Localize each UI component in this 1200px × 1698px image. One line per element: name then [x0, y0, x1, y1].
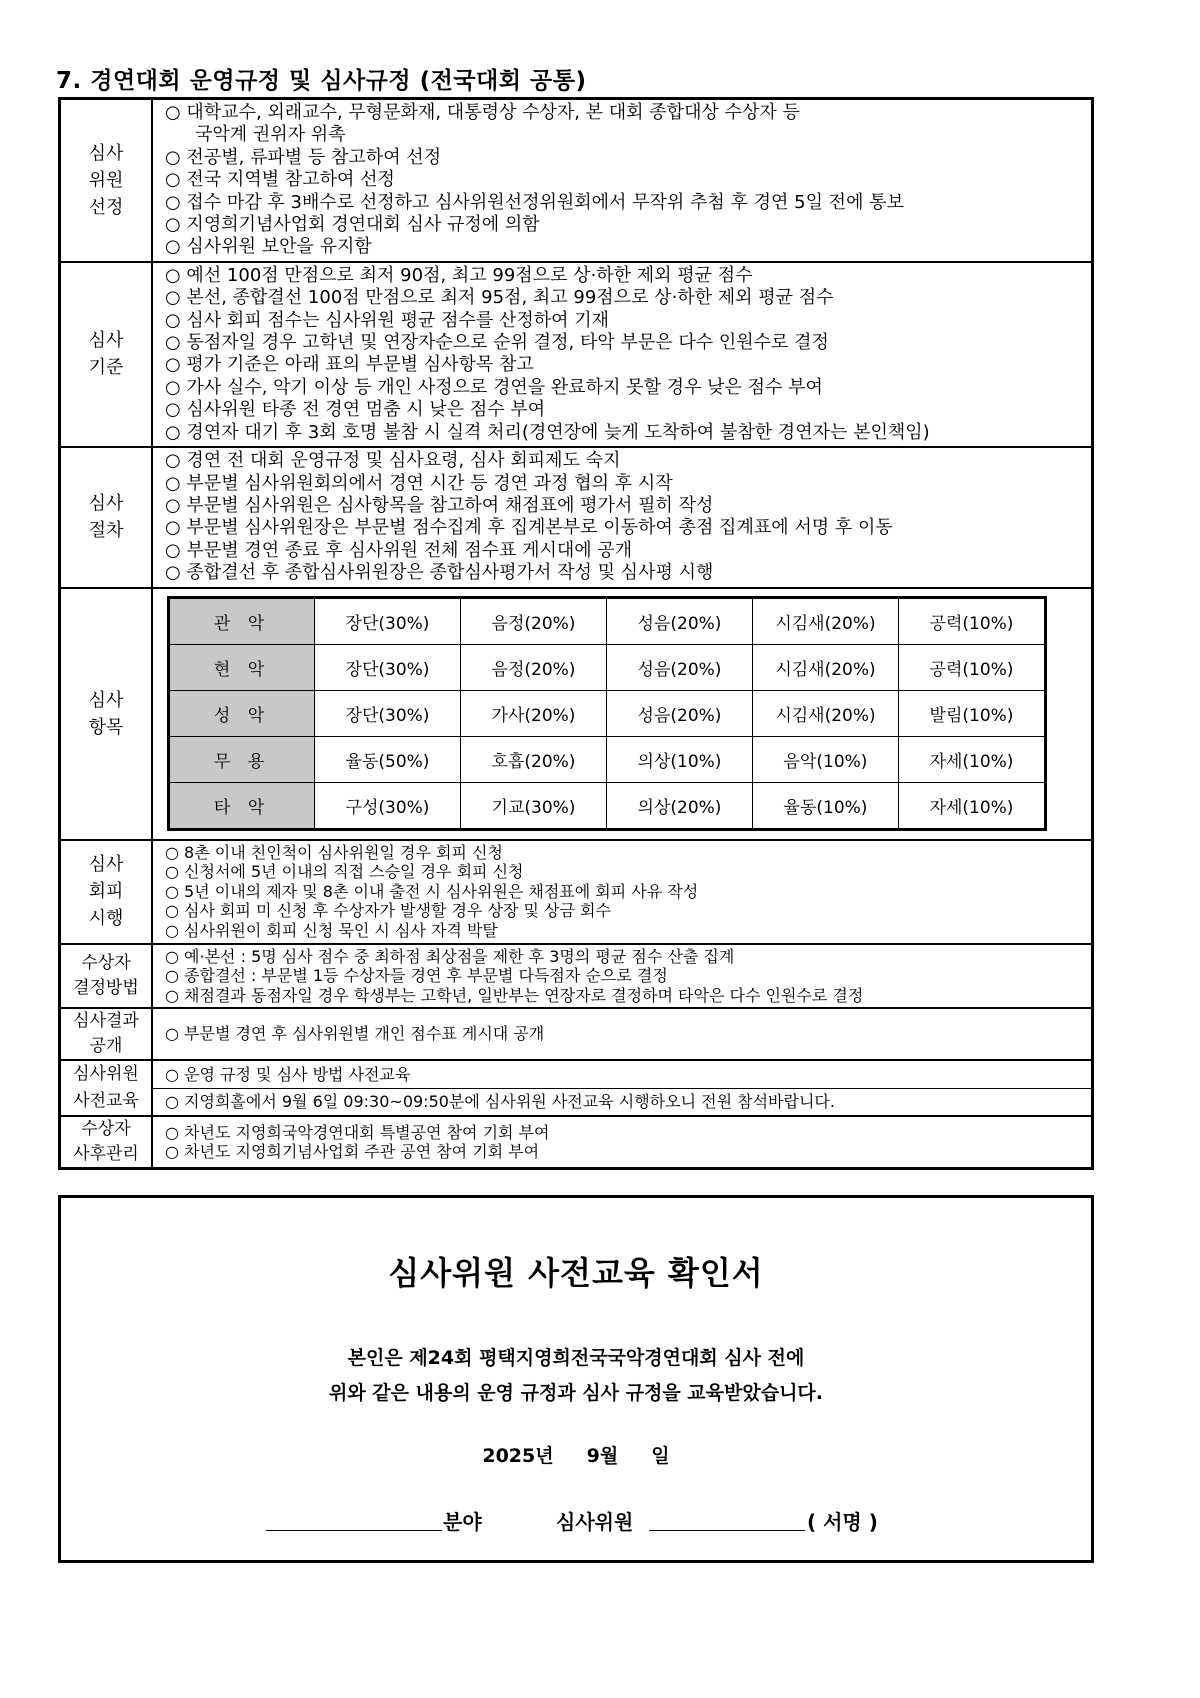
confirmation-line-1: 본인은 제24회 평택지영희전국국악경연대회 심사 전에	[347, 1347, 805, 1369]
list-item: ○ 종합결선 후 종합심사위원장은 종합심사평가서 작성 및 심사평 시행	[165, 562, 714, 584]
list-item: ○ 부문별 경연 후 심사위원별 개인 점수표 게시대 공개	[165, 1024, 545, 1044]
aftercare-row	[60, 1116, 1093, 1169]
field-label: 분야	[443, 1510, 482, 1534]
list-item: ○ 심사위원 보안을 유지함	[165, 236, 372, 258]
education-items	[152, 1060, 1093, 1116]
list-item: ○ 대학교수, 외래교수, 무형문화재, 대통령상 수상자, 본 대회 종합대상 수상자 등	[165, 102, 800, 123]
list-item: ○ 부문별 심사위원은 심사항목을 참고하여 채점표에 평가서 필히 작성	[165, 494, 714, 516]
list-item: ○ 8촌 이내 친인척이 심사위원일 경우 회피 신청	[165, 842, 503, 862]
awards-label: 수상자 결정방법	[60, 944, 153, 1009]
list-item: ○ 심사 회피 미 신청 후 수상자가 발생할 경우 상장 및 상금 회수	[165, 901, 611, 921]
list-item: ○ 가사 실수, 악기 이상 등 개인 사정으로 경연을 완료하지 못할 경우 낮은 점수 부여	[165, 376, 823, 398]
scoring-row	[60, 588, 1093, 840]
confirmation-title: 심사위원 사전교육 확인서	[388, 1254, 764, 1292]
category-cell: 관 악	[169, 597, 315, 644]
score-cell: 공력(10%)	[899, 644, 1046, 690]
list-item: ○ 본선, 종합결선 100점 만점으로 최저 95점, 최고 99점으로 상·하한 제외 평균 점수	[165, 287, 834, 309]
list-item: ○ 차년도 지영희국악경연대회 특별공연 참여 기회 부여	[165, 1122, 550, 1142]
category-cell: 성 악	[169, 690, 315, 736]
score-cell: 시김새(20%)	[753, 597, 899, 644]
list-item: ○ 심사위원 타종 전 경연 멈춤 시 낮은 점수 부여	[165, 399, 546, 421]
scoring-items	[152, 588, 1093, 840]
category-cell: 타 악	[169, 782, 315, 829]
score-cell: 구성(30%)	[315, 782, 461, 829]
list-item: ○ 차년도 지영희기념사업회 주관 공연 참여 기회 부여	[165, 1142, 540, 1162]
score-cell: 시김새(20%)	[753, 690, 899, 736]
procedure-items	[152, 447, 1093, 587]
list-item: ○ 전국 지역별 참고하여 선정	[165, 169, 395, 191]
criteria-row	[60, 262, 1093, 447]
list-item: ○ 예·본선 : 5명 심사 점수 중 최하점 최상점을 제한 후 3명의 평균 점수 산출 집계	[165, 946, 735, 966]
table-row	[169, 597, 1046, 644]
disclosure-items	[152, 1008, 1093, 1060]
score-cell: 음정(20%)	[461, 597, 607, 644]
table-row	[169, 736, 1046, 782]
rules-table	[58, 97, 1094, 1170]
list-item: ○ 경연자 대기 후 3회 호명 불참 시 실격 처리(경연장에 늦게 도착하여 불참한 경연자는 본인책임)	[165, 421, 930, 443]
list-item: ○ 운영 규정 및 심사 방법 사전교육	[165, 1064, 411, 1084]
confirmation-box	[58, 1195, 1094, 1563]
aftercare-items	[152, 1116, 1093, 1169]
awards-items	[152, 944, 1093, 1009]
education-row	[60, 1060, 1093, 1116]
criteria-items	[152, 262, 1093, 447]
list-item: ○ 지영희홀에서 9월 6일 09:30~09:50분에 심사위원 사전교육 시행하오니 전원 참석바랍니다.	[153, 1088, 1091, 1115]
score-cell: 음악(10%)	[753, 736, 899, 782]
recusal-items	[152, 840, 1093, 944]
list-item: ○ 신청서에 5년 이내의 직접 스승일 경우 회피 신청	[165, 862, 524, 882]
recusal-label: 심사 회피 시행	[60, 840, 153, 944]
selection-label: 심사 위원 선정	[60, 99, 153, 262]
score-cell: 성음(20%)	[607, 597, 753, 644]
score-cell: 장단(30%)	[315, 690, 461, 736]
field-blank[interactable]	[266, 1530, 442, 1531]
scoring-label: 심사 항목	[60, 588, 153, 840]
aftercare-label: 수상자 사후관리	[60, 1116, 153, 1169]
list-item: ○ 경연 전 대회 운영규정 및 심사요령, 심사 회피제도 숙지	[165, 450, 621, 472]
page-heading: 7. 경연대회 운영규정 및 심사규정 (전국대회 공통)	[56, 68, 587, 94]
list-item: ○ 부문별 심사위원장은 부문별 점수집계 후 집계본부로 이동하여 총점 집계표에 서명 후 이동	[165, 517, 893, 539]
list-item: ○ 부문별 심사위원회의에서 경연 시간 등 경연 과정 협의 후 시작	[165, 472, 673, 494]
score-cell: 율동(10%)	[753, 782, 899, 829]
list-item: ○ 예선 100점 만점으로 최저 90점, 최고 99점으로 상·하한 제외 평균 점수	[165, 264, 753, 286]
disclosure-row	[60, 1008, 1093, 1060]
list-item: ○ 전공별, 류파별 등 참고하여 선정	[165, 146, 442, 168]
list-item: ○ 평가 기준은 아래 표의 부문별 심사항목 참고	[165, 354, 534, 376]
procedure-label: 심사 절차	[60, 447, 153, 587]
signature-blank[interactable]	[649, 1530, 805, 1531]
table-row	[169, 782, 1046, 829]
score-cell: 장단(30%)	[315, 644, 461, 690]
list-item: ○ 종합결선 : 부문별 1등 수상자들 경연 후 부문별 다득점자 순으로 결정	[165, 966, 668, 986]
score-cell: 가사(20%)	[461, 690, 607, 736]
list-item: ○ 동점자일 경우 고학년 및 연장자순으로 순위 결정, 타악 부문은 다수 인원수로 결정	[165, 332, 829, 354]
score-cell: 발림(10%)	[899, 690, 1046, 736]
disclosure-label: 심사결과 공개	[60, 1008, 153, 1060]
procedure-row	[60, 447, 1093, 587]
score-cell: 시김새(20%)	[753, 644, 899, 690]
education-label: 심사위원 사전교육	[60, 1060, 153, 1116]
score-cell: 기교(30%)	[461, 782, 607, 829]
scoring-table	[167, 596, 1047, 831]
score-cell: 성음(20%)	[607, 644, 753, 690]
category-cell: 무 용	[169, 736, 315, 782]
score-cell: 율동(50%)	[315, 736, 461, 782]
score-cell: 의상(20%)	[607, 782, 753, 829]
selection-row	[60, 99, 1093, 262]
table-row	[169, 644, 1046, 690]
score-cell: 자세(10%)	[899, 736, 1046, 782]
category-cell: 현 악	[169, 644, 315, 690]
score-cell: 자세(10%)	[899, 782, 1046, 829]
score-cell: 공력(10%)	[899, 597, 1046, 644]
list-item: 국악계 권위자 위촉	[195, 124, 346, 146]
list-item: ○ 지영희기념사업회 경연대회 심사 규정에 의함	[165, 214, 540, 236]
list-item: ○ 부문별 경연 종료 후 심사위원 전체 점수표 게시대에 공개	[165, 539, 633, 561]
list-item: ○ 심사 회피 점수는 심사위원 평균 점수를 산정하여 기재	[165, 309, 610, 331]
recusal-row	[60, 840, 1093, 944]
confirmation-date: 2025년 9월 일	[482, 1445, 670, 1467]
score-cell: 음정(20%)	[461, 644, 607, 690]
list-item: ○ 5년 이내의 제자 및 8촌 이내 출전 시 심사위원은 채점표에 회피 사유 작성	[165, 881, 699, 901]
table-row	[169, 690, 1046, 736]
list-item: ○ 심사위원이 회피 신청 묵인 시 심사 자격 박탈	[165, 920, 498, 940]
confirmation-line-2: 위와 같은 내용의 운영 규정과 심사 규정을 교육받았습니다.	[328, 1382, 824, 1404]
selection-items	[152, 99, 1093, 262]
list-item: ○ 채점결과 동점자일 경우 학생부는 고학년, 일반부는 연장자로 결정하며 타악은 다수 인원수로 결정	[165, 985, 864, 1005]
criteria-label: 심사 기준	[60, 262, 153, 447]
score-cell: 의상(10%)	[607, 736, 753, 782]
score-cell: 장단(30%)	[315, 597, 461, 644]
list-item: ○ 접수 마감 후 3배수로 선정하고 심사위원선정위원회에서 무작위 추첨 후 경연 5일 전에 통보	[165, 191, 904, 213]
awards-row	[60, 944, 1093, 1009]
score-cell: 호흡(20%)	[461, 736, 607, 782]
score-cell: 성음(20%)	[607, 690, 753, 736]
sign-label: ( 서명 )	[807, 1510, 878, 1534]
judge-label: 심사위원	[556, 1510, 634, 1534]
